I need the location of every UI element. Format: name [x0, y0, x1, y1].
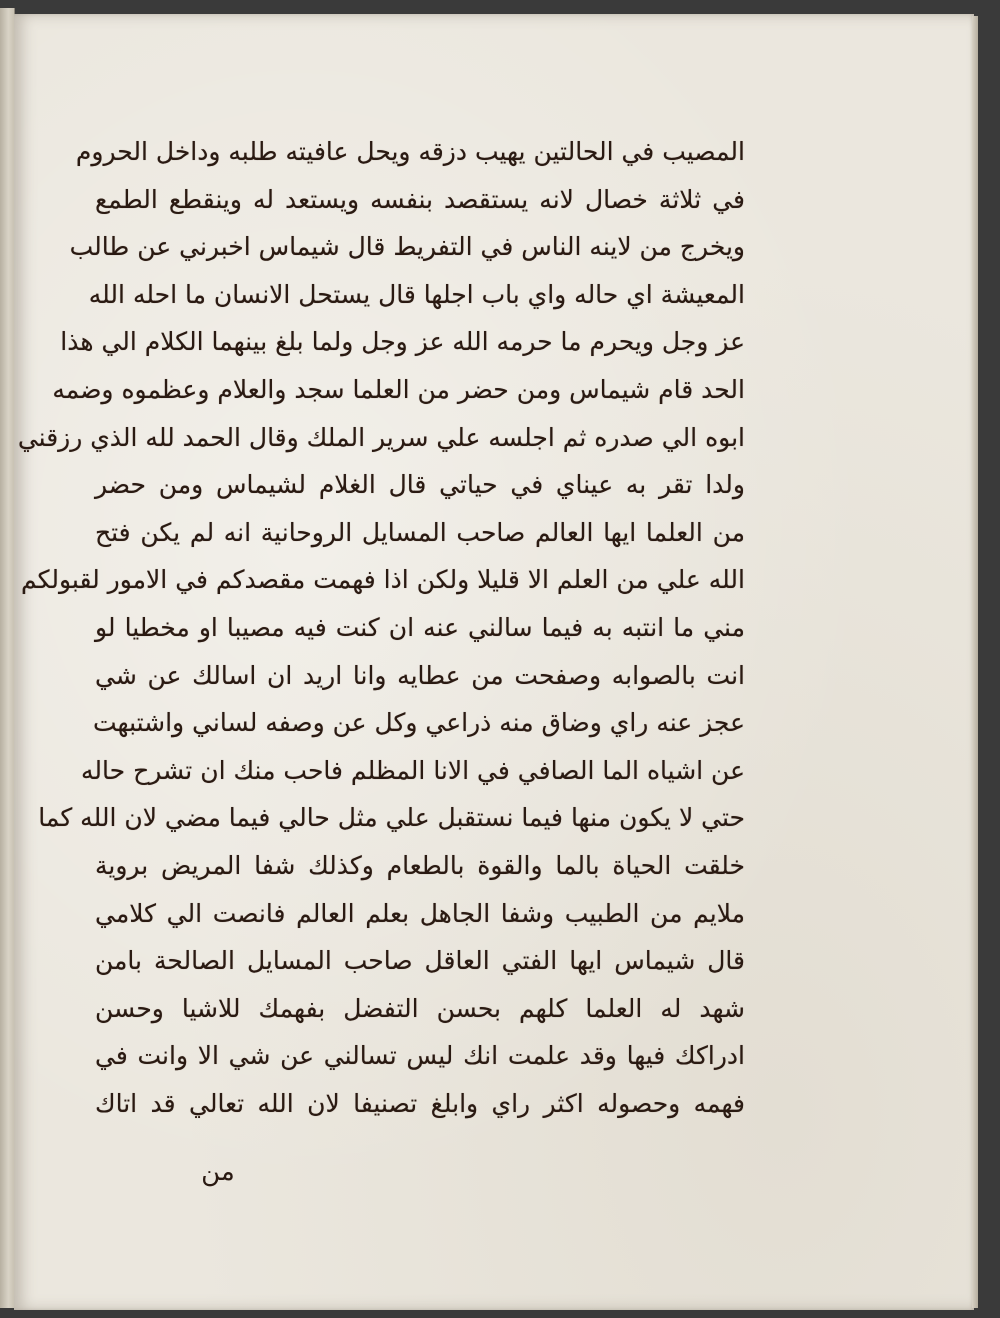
text-line: في ثلاثة خصال لانه يستقصد بنفسه ويستعد له وينقطع الطمع: [95, 184, 745, 214]
text-line: عجز عنه راي وضاق منه ذراعي وكل عن وصفه لساني واشتبهت: [93, 708, 745, 738]
text-line: ابوه الي صدره ثم اجلسه علي سرير الملك وقال الحمد لله الذي رزقني: [17, 422, 745, 452]
text-line: قال شيماس ايها الفتي العاقل صاحب المسايل الصالحة بامن: [95, 946, 745, 976]
text-line: انت بالصوابه وصفحت من عطايه وانا اريد ان اسالك عن شي: [95, 660, 745, 690]
text-line: عن اشياه الما الصافي في الانا المظلم فاحب منك ان تشرح حاله: [81, 755, 745, 785]
catchword: من: [201, 1157, 235, 1187]
facing-page-edge: [0, 8, 15, 1308]
text-line: ملايم من الطبيب وشفا الجاهل بعلم العالم فانصت الي كلامي: [95, 898, 745, 928]
text-line: من العلما ايها العالم صاحب المسايل الروحانية انه لم يكن فتح: [95, 517, 745, 547]
text-line: حتي لا يكون منها فيما نستقبل علي مثل حالي فيما مضي لان الله كما: [38, 803, 745, 833]
text-line: ادراكك فيها وقد علمت انك ليس تسالني عن شي الا وانت في: [95, 1041, 745, 1071]
text-line: خلقت الحياة بالما والقوة بالطعام وكذلك شفا المريض بروية: [95, 850, 745, 880]
text-line: مني ما انتبه به فيما سالني عنه ان كنت فيه مصيبا او مخطيا لو: [95, 612, 745, 642]
text-line: الحد قام شيماس ومن حضر من العلما سجد والعلام وعظموه وضمه: [52, 374, 745, 404]
text-line: المصيب في الحالتين يهيب دزقه ويحل عافيته طلبه وداخل الحروم: [75, 137, 745, 166]
text-line: ولدا تقر به عيناي في حياتي قال الغلام لشيماس ومن حضر: [95, 470, 745, 500]
text-line: شهد له العلما كلهم بحسن التفضل بفهمك للاشيا وحسن: [95, 993, 745, 1023]
text-line: المعيشة اي حاله واي باب اجلها قال يستحل الانسان ما احله الله: [88, 279, 745, 309]
text-line: فهمه وحصوله اكثر راي وابلغ تصنيفا لان الله تعالي قد اتاك: [95, 1088, 745, 1118]
text-line: ويخرج من لاينه الناس في التفريط قال شيماس اخبرني عن طالب: [69, 232, 745, 262]
page-fore-edge: [972, 16, 978, 1308]
text-block: [17, 128, 745, 1128]
text-line: الله علي من العلم الا قليلا ولكن اذا فهمت مقصدكم في الامور لقبولكم: [20, 565, 745, 595]
text-line: عز وجل ويحرم ما حرمه الله عز وجل ولما بلغ بينهما الكلام الي هذا: [60, 327, 745, 357]
